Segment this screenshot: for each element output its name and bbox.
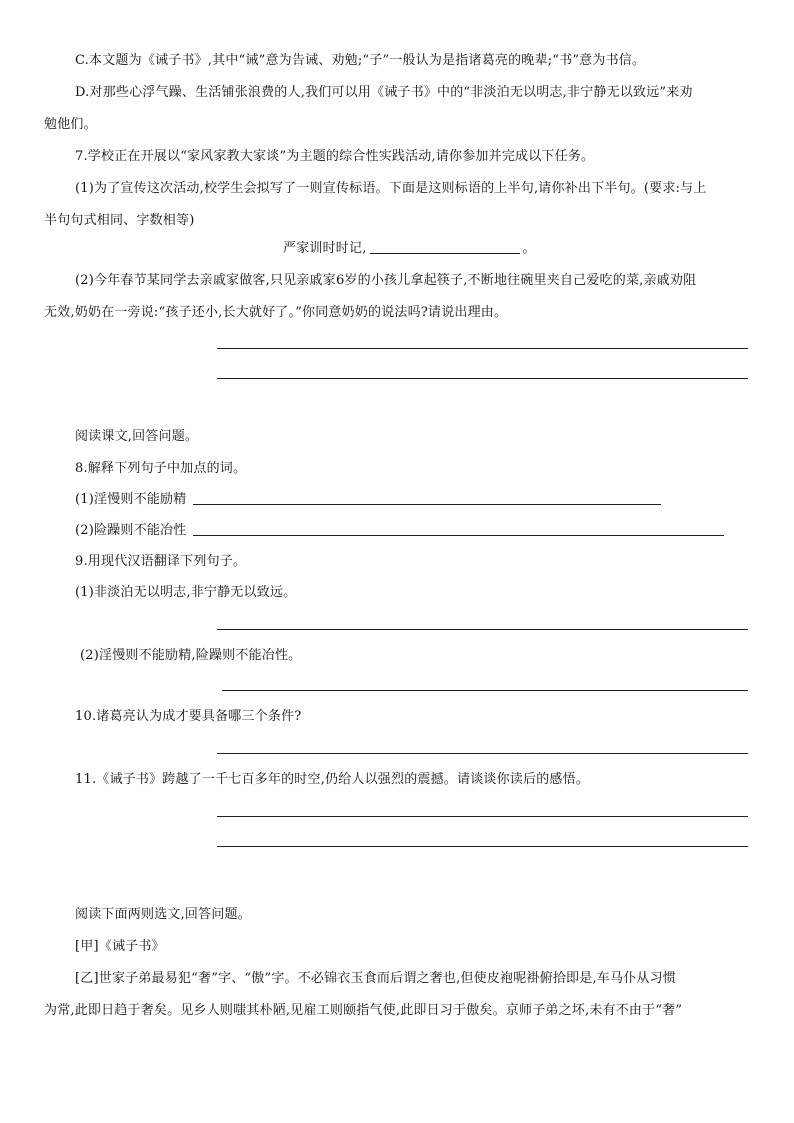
q9-item-1: (1)非淡泊无以明志,非宁静无以致远。 [75,585,297,600]
q7-stem: 7.学校正在开展以“家风家教大家谈”为主题的综合性实践活动,请你参加并完成以下任务。 [75,149,595,164]
q11-stem: 11.《诫子书》跨越了一千七百多年的时空,仍给人以强烈的震撼。请谈谈你读后的感悟。 [75,772,590,787]
slogan-end-mark: 。 [522,241,536,256]
reading2-yi-line1: [乙]世家子弟最易犯“奢”字、“傲”字。不必锦衣玉食而后谓之奢也,但使皮袍呢褂俯拾即是,车马仆从习惯 [75,971,676,986]
answer-line[interactable] [217,753,748,754]
answer-line[interactable] [217,629,748,630]
q6-option-c: C.本文题为《诫子书》,其中“诫”意为告诫、劝勉;“子”一般认为是指诸葛亮的晚辈;“书”意为书信。 [75,53,646,68]
answer-line[interactable] [217,816,748,817]
q9-stem: 9.用现代汉语翻译下列句子。 [75,554,247,569]
answer-line[interactable] [193,535,724,536]
slogan-answer-blank[interactable] [370,240,520,254]
answer-line[interactable] [222,690,748,691]
q7-part2-line1: (2)今年春节某同学去亲戚家做客,只见亲戚家6岁的小孩儿拿起筷子,不断地往碗里夹自己爱吃的菜,亲戚劝阻 [75,273,697,288]
q7-part1-line1: (1)为了宣传这次活动,校学生会拟写了一则宣传标语。下面是这则标语的上半句,请你补出下半句。(要求:与上 [75,181,707,196]
reading2-jia-title: [甲]《诫子书》 [75,939,165,954]
q7-slogan [283,240,536,258]
q6-option-d-line2: 勉他们。 [44,117,97,132]
reading1-intro: 阅读课文,回答问题。 [75,429,199,444]
reading2-yi-line2: 为常,此即日趋于奢矣。见乡人则嗤其朴陋,见雇工则颐指气使,此即日习于傲矣。京师子弟之坏,未有不由于“奢” [44,1003,683,1018]
answer-line[interactable] [217,378,748,379]
slogan-first-half: 严家训时时记, [283,241,367,256]
answer-line[interactable] [217,846,748,847]
q6-option-d-line1: D.对那些心浮气躁、生活铺张浪费的人,我们可以用《诫子书》中的“非淡泊无以明志,非宁静无以致远”来劝 [75,85,693,100]
answer-line[interactable] [217,348,748,349]
q8-item-2: (2)险躁则不能冶性 [75,523,187,538]
answer-line[interactable] [193,504,661,505]
reading2-intro: 阅读下面两则选文,回答问题。 [75,907,251,922]
q7-part1-line2: 半句句式相同、字数相等) [44,213,195,228]
q8-stem: 8.解释下列句子中加点的词。 [75,461,247,476]
q8-item-1: (1)淫慢则不能励精 [75,492,187,507]
q9-item-2: (2)淫慢则不能励精,险躁则不能冶性。 [80,648,302,663]
q10-stem: 10.诸葛亮认为成才要具备哪三个条件? [75,709,302,724]
q7-part2-line2: 无效,奶奶在一旁说:“孩子还小,长大就好了。”你同意奶奶的说法吗?请说出理由。 [44,305,508,320]
